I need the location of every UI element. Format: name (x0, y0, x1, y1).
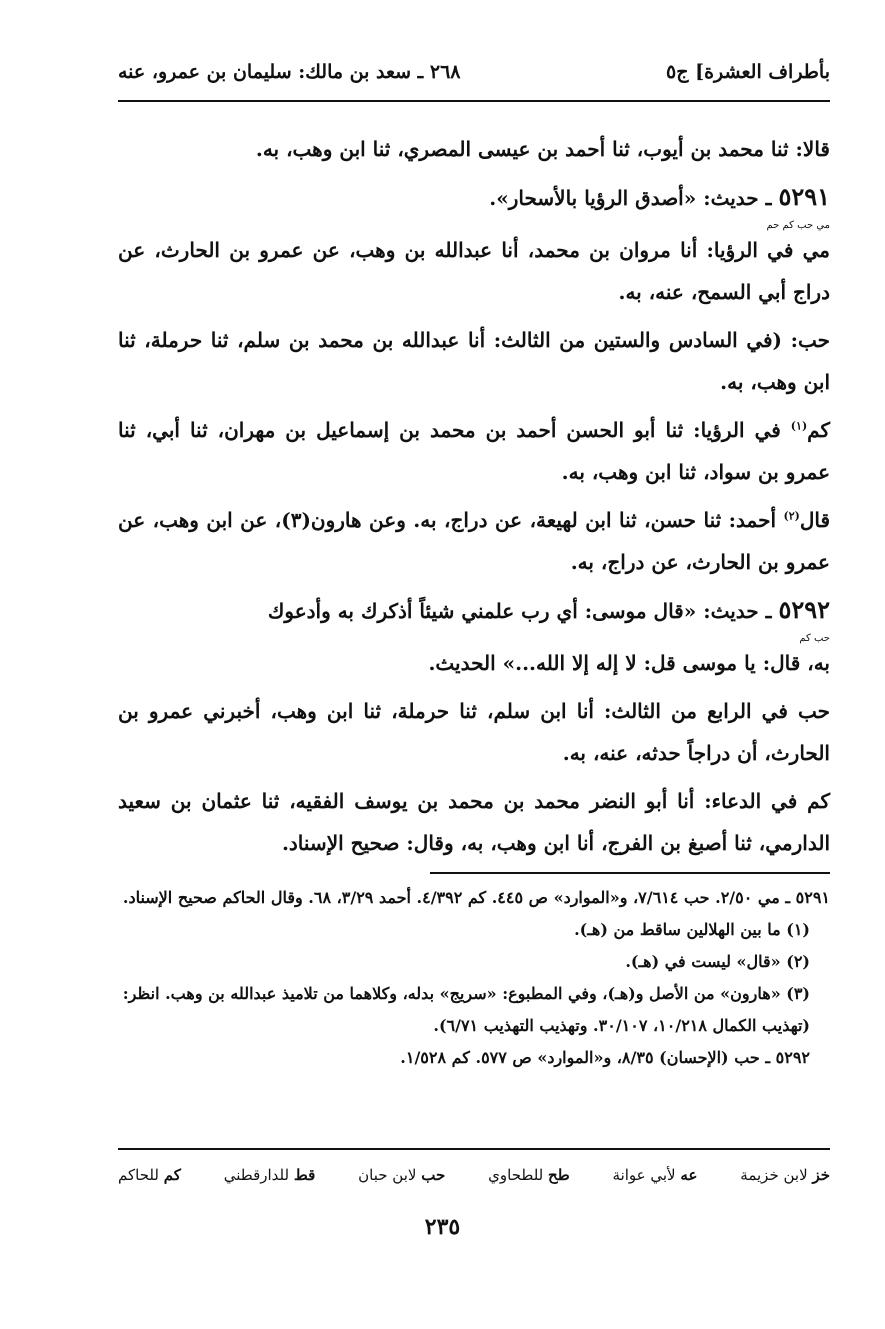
source-code: قال (799, 508, 831, 532)
hadith-title: ـ حديث: «أصدق الرؤيا بالأسحار». (489, 186, 772, 210)
paragraph (118, 634, 830, 684)
paragraph (118, 221, 830, 313)
paragraph (118, 690, 830, 774)
hadith-heading (118, 176, 830, 219)
abbreviations-divider (118, 1148, 830, 1150)
paragraph-text: حب: (في السادس والستين من الثالث: أنا عبدالله بن محمد بن سلم، ثنا حرملة، ثنا ابن وهب، به. (118, 328, 830, 394)
paragraph (118, 319, 830, 403)
paragraph (118, 499, 830, 583)
paragraph-text: كم في الدعاء: أنا أبو النضر محمد بن محمد بن يوسف الفقيه، ثنا عثمان بن سعيد الدارمي، ثنا أصبغ بن الفرج، أنا ابن وهب، به، وقال: صحيح الإسناد. (118, 789, 830, 855)
running-header (118, 52, 830, 92)
margin-note: حب كم (799, 633, 830, 644)
paragraph (118, 409, 830, 493)
abbreviation-code: قط (293, 1166, 316, 1184)
abbreviation-item (118, 1160, 181, 1190)
hadith-title: ـ حديث: «قال موسى: أي رب علمني شيئاً أذكرك به وأدعوك (267, 599, 772, 623)
footnote: (٣) «هارون» من الأصل و(هـ)، وفي المطبوع: «سريج» بدله، وكلاهما من تلاميذ عبدالله بن وهب. انظر: (تهذيب الكمال ١٠/٢١٨، ٣٠/١٠٧. وتهذيب التهذيب ٦/٧١). (122, 984, 810, 1035)
paragraph-text: حب في الرابع من الثالث: أنا ابن سلم، ثنا حرملة، ثنا ابن وهب، أخبرني عمرو بن الحارث، أن دراجاً حدثه، عنه، به. (118, 699, 830, 765)
abbreviation-label: للدارقطني (223, 1166, 290, 1184)
footnote: ٥٢٩١ ـ مي ٢/٥٠. حب ٧/٦١٤، و«الموارد» ص ٤٤٥. كم ٤/٣٩٢. أحمد ٣/٢٩، ٦٨. وقال الحاكم صحيح الإسناد. (122, 888, 830, 907)
abbreviations-key (118, 1160, 830, 1190)
footnote-divider (430, 872, 830, 874)
abbreviation-code: كم (163, 1166, 181, 1184)
abbreviation-code: عه (680, 1166, 698, 1184)
paragraph (118, 780, 830, 864)
header-book-title: بأطراف العشرة] ج٥ (666, 61, 830, 83)
abbreviation-item (613, 1160, 698, 1190)
abbreviation-item (224, 1160, 316, 1190)
abbreviation-item (740, 1160, 830, 1190)
footnote: (١) ما بين الهلالين ساقط من (هـ). (574, 920, 810, 939)
abbreviation-item (358, 1160, 445, 1190)
header-divider (118, 100, 830, 102)
source-code: كم (807, 418, 830, 442)
hadith-number: ٥٢٩١ (778, 182, 830, 211)
hadith-heading (118, 589, 830, 632)
page-number: ٢٣٥ (424, 1214, 461, 1240)
paragraph-text: أحمد: ثنا حسن، ثنا ابن لهيعة، عن دراج، به. وعن هارون(٣)، عن ابن وهب، عن عمرو بن الحارث، عن دراج، به. (118, 508, 830, 574)
footnote: ٥٢٩٢ ـ حب (الإحسان) ٨/٣٥، و«الموارد» ص ٥٧٧. كم ١/٥٢٨. (400, 1048, 810, 1067)
abbreviation-code: طح (548, 1166, 570, 1184)
header-chapter-title: ٢٦٨ ـ سعد بن مالك: سليمان بن عمرو، عنه (118, 61, 461, 83)
abbreviation-label: لابن حبان (358, 1166, 417, 1184)
abbreviation-label: للطحاوي (488, 1166, 544, 1184)
abbreviation-item (488, 1160, 569, 1190)
footnotes (118, 882, 830, 1074)
abbreviation-label: للحاكم (118, 1166, 159, 1184)
paragraph-text: مي في الرؤيا: أنا مروان بن محمد، أنا عبدالله بن وهب، عن عمرو بن الحارث، عن دراج أبي السمح، عنه، به. (118, 238, 830, 304)
paragraph (118, 128, 830, 170)
abbreviation-code: حب (421, 1166, 446, 1184)
paragraph-text: به، قال: يا موسى قل: لا إله إلا الله...» الحديث. (428, 651, 830, 675)
main-text (118, 128, 830, 870)
abbreviation-label: لأبي عوانة (612, 1166, 676, 1184)
paragraph-text: قالا: ثنا محمد بن أيوب، ثنا أحمد بن عيسى المصري، ثنا ابن وهب، به. (255, 137, 830, 161)
abbreviation-code: خز (812, 1166, 830, 1184)
footnote-ref[interactable]: (٢) (783, 509, 800, 523)
margin-note: مي حب كم حم (766, 220, 830, 231)
abbreviation-label: لابن خزيمة (740, 1166, 808, 1184)
hadith-number: ٥٢٩٢ (778, 595, 830, 624)
footnote: (٢) «قال» ليست في (هـ). (625, 952, 810, 971)
footnote-ref[interactable]: (١) (790, 419, 808, 433)
paragraph-text: في الرؤيا: ثنا أبو الحسن أحمد بن محمد بن إسماعيل بن مهران، ثنا أبي، ثنا عمرو بن سواد، ثنا ابن وهب، به. (118, 418, 830, 484)
